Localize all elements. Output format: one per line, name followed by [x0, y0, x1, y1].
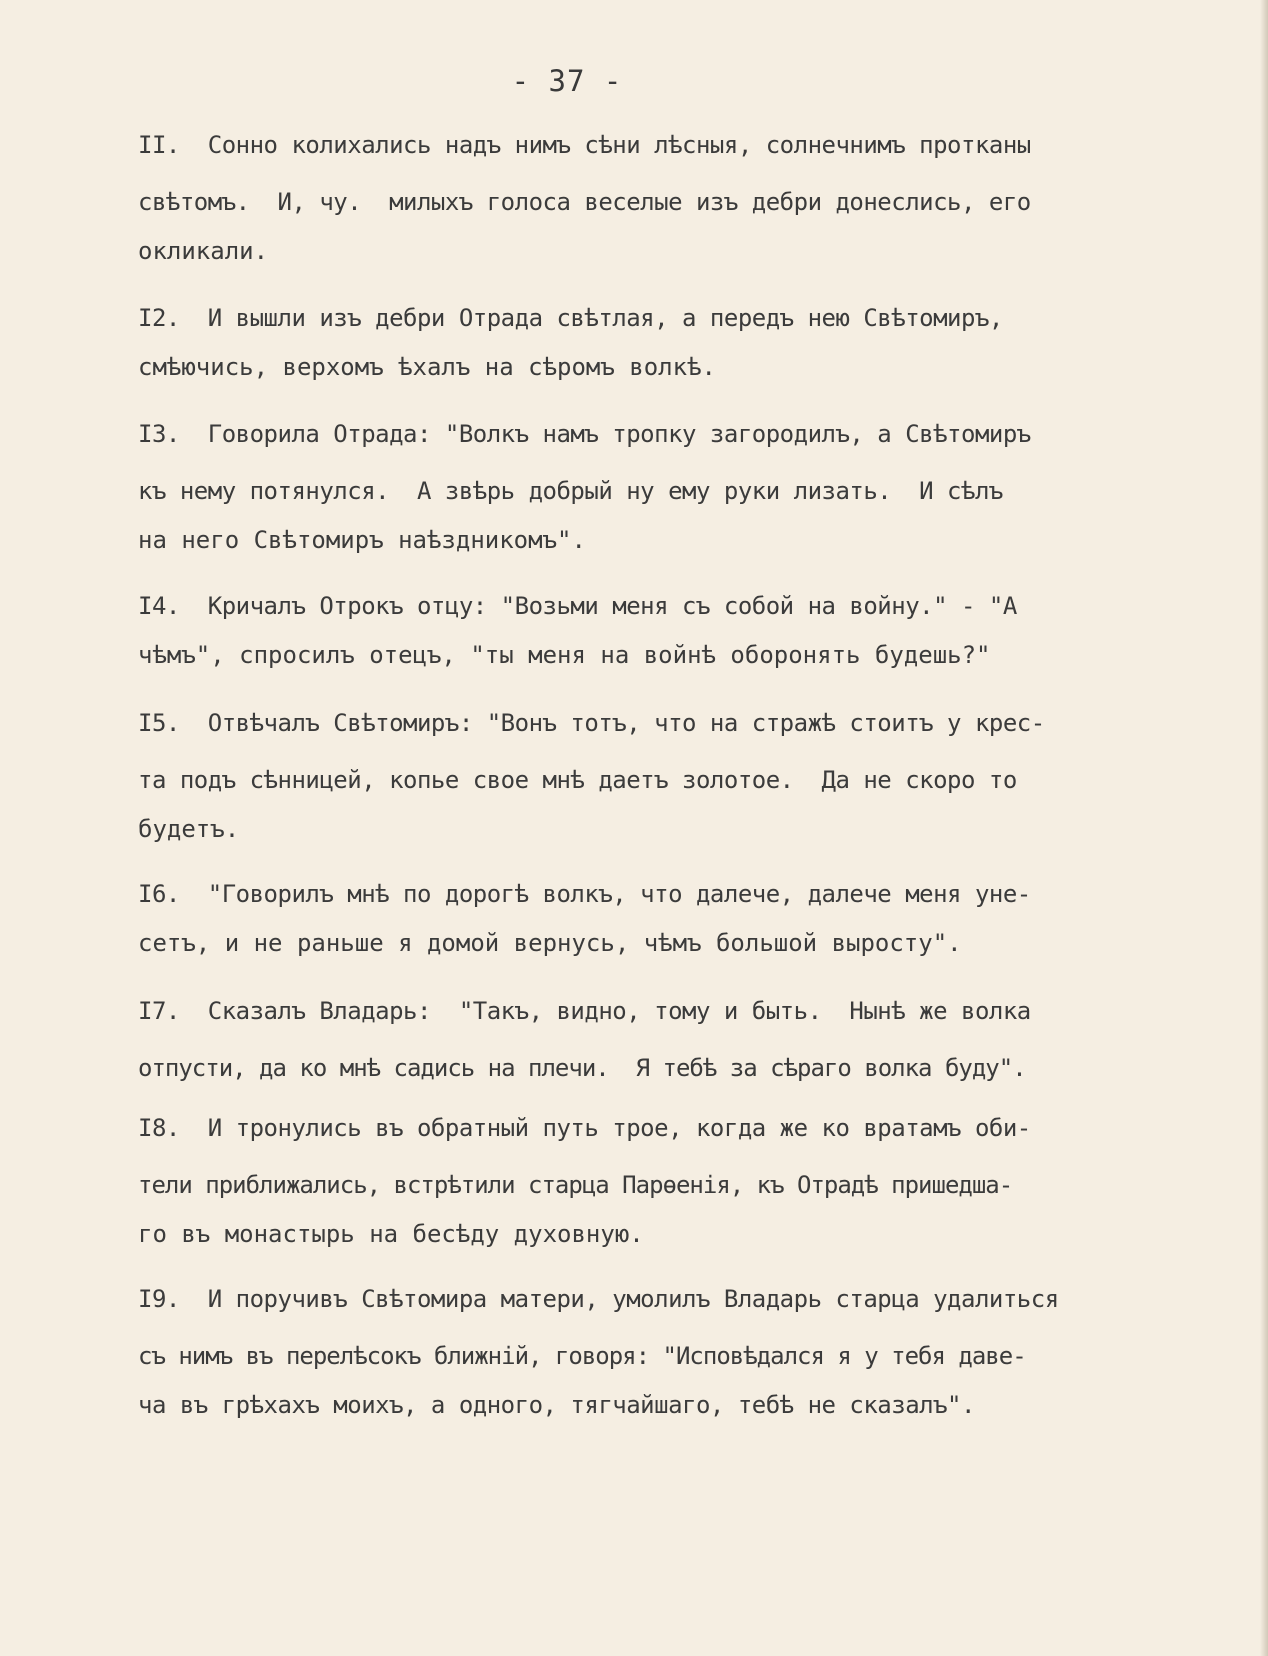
paragraph-16: [138, 866, 1218, 963]
paragraph-14: [138, 578, 1218, 675]
page-edge-shadow: [1260, 0, 1268, 1656]
paragraph-13: [138, 406, 1218, 560]
text-line: I6. "Говорилъ мнѣ по дорогѣ волкъ, что далече, далече меня уне-: [138, 880, 1031, 908]
text-line: I5. Отвѣчалъ Свѣтомиръ: "Вонъ тотъ, что на стражѣ стоитъ у крес-: [138, 709, 1045, 737]
text-line: II. Сонно колихались надъ нимъ сѣни лѣсныя, солнечнимъ протканы: [138, 131, 1031, 159]
text-line: та подъ сѣнницей, копье свое мнѣ даетъ золотое. Да не скоро то: [138, 766, 1017, 794]
text-line: отпусти, да ко мнѣ садись на плечи. Я тебѣ за сѣраго волка буду".: [138, 1054, 1026, 1082]
page-number: - 37 -: [511, 64, 623, 98]
text-line: I7. Сказалъ Владарь: "Такъ, видно, тому и быть. Нынѣ же волка: [138, 997, 1031, 1025]
paragraph-18: [138, 1100, 1218, 1254]
paragraph-19: [138, 1271, 1218, 1425]
text-line: окликали.: [138, 237, 269, 265]
text-line: I3. Говорила Отрада: "Волкъ намъ тропку загородилъ, а Свѣтомиръ: [138, 420, 1031, 448]
text-line: свѣтомъ. И, чу. милыхъ голоса веселые изъ дебри донеслись, его: [138, 188, 1031, 216]
text-line: I8. И тронулись въ обратный путь трое, когда же ко вратамъ оби-: [138, 1114, 1031, 1142]
paragraph-11: [138, 117, 1218, 271]
paragraph-17: [138, 983, 1218, 1097]
text-line: тели приближались, встрѣтили старца Парѳенія, къ Отрадѣ пришедша-: [138, 1171, 1013, 1199]
text-line: I4. Кричалъ Отрокъ отцу: "Возьми меня съ собой на войну." - "А: [138, 592, 1017, 620]
text-line: на него Свѣтомиръ наѣздникомъ".: [138, 526, 586, 554]
text-line: смѣючись, верхомъ ѣхалъ на сѣромъ волкѣ.: [138, 353, 716, 381]
paragraph-12: [138, 290, 1218, 387]
text-line: чѣмъ", спросилъ отецъ, "ты меня на войнѣ оборонять будешь?": [138, 641, 991, 669]
text-line: съ нимъ въ перелѣсокъ ближній, говоря: "Исповѣдался я у тебя даве-: [138, 1342, 1026, 1370]
text-line: ча въ грѣхахъ моихъ, а одного, тягчайшаго, тебѣ не сказалъ".: [138, 1391, 975, 1419]
paragraph-15: [138, 695, 1218, 849]
text-line: къ нему потянулся. А звѣрь добрый ну ему руки лизать. И сѣлъ: [138, 477, 1003, 505]
text-line: сетъ, и не раньше я домой вернусь, чѣмъ большой выросту".: [138, 929, 962, 957]
text-line: I2. И вышли изъ дебри Отрада свѣтлая, а передъ нею Свѣтомиръ,: [138, 304, 1003, 332]
text-line: I9. И поручивъ Свѣтомира матери, умолилъ Владарь старца удалиться: [138, 1285, 1059, 1313]
text-line: го въ монастырь на бесѣду духовную.: [138, 1220, 644, 1248]
text-line: будетъ.: [138, 815, 240, 843]
